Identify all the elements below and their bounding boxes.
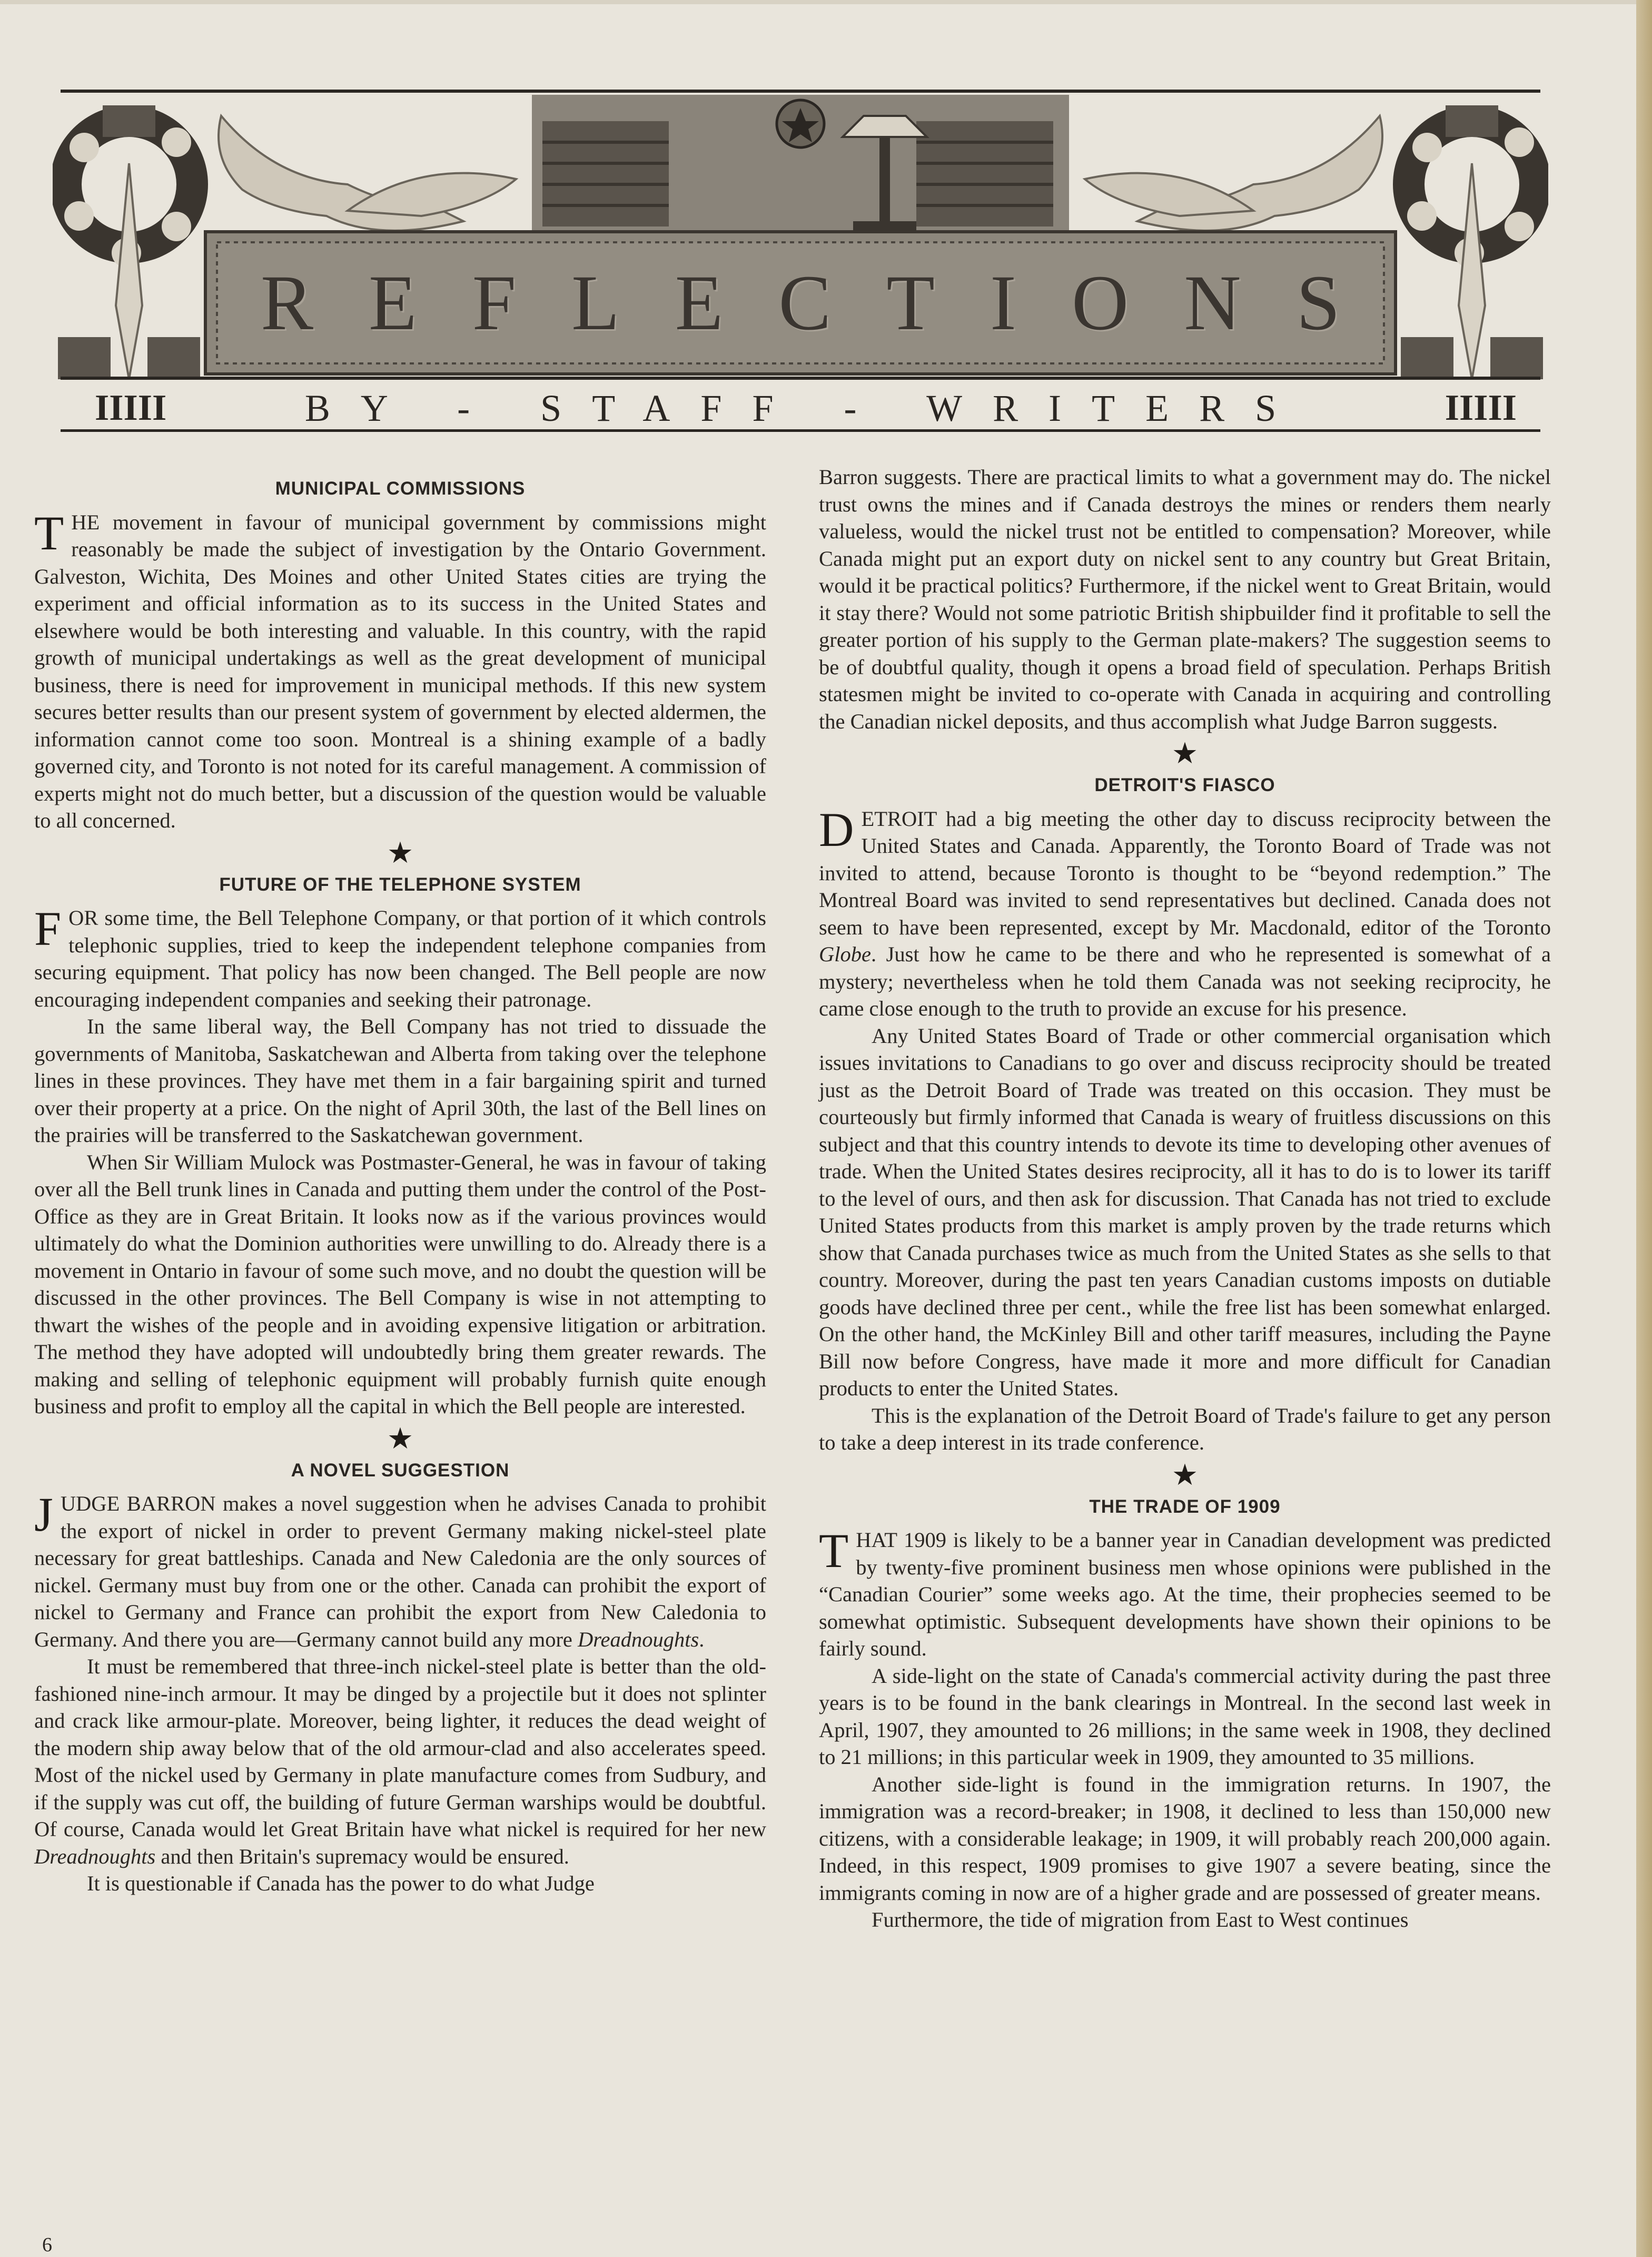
detroit-paragraph-3: This is the explanation of the Detroit Board of Trade's failure to get any person to take a deep interest in its trade conference.	[819, 1403, 1551, 1454]
page-number: 6	[42, 2234, 52, 2256]
telephone-paragraph-1: FOR some time, the Bell Telephone Company, or that portion of it which controls telephonic supplies, tried to keep the independent telephone companies from securing equipment. That policy has now been changed. The Bell people are now encouraging independent companies and seeking their patronage.	[34, 902, 766, 1011]
byline-row	[95, 379, 1517, 437]
star-separator: ★	[1171, 1458, 1199, 1492]
dropcap: T	[819, 1524, 849, 1578]
heading-detroit: DETROIT'S FIASCO	[1094, 775, 1275, 795]
heading-trade: THE TRADE OF 1909	[1089, 1496, 1281, 1517]
byline-ticks-right: IIIII	[1445, 388, 1517, 428]
telephone-paragraph-3: When Sir William Mulock was Postmaster-General, he was in favour of taking over all the Bell trunk lines in Canada and putting them under the control of the Post-Office as they are in Great Britain. It looks now as if the various provinces would ultimately do what the Dominion authorities were unwilling to do. Already there is a movement in Ontario in favour of some such move, and no doubt the question will be discussed in the other provinces. The Bell Company is wise in not attempting to thwart the wishes of the people and in avoiding expensive litigation or arbitration. The method they have adopted will undoubtedly bring them greater rewards. The making and selling of telephonic equipment will probably furnish quite enough business and profit to employ all the capital in which the Bell people are interested.	[34, 1150, 766, 1418]
heading-novel: A NOVEL SUGGESTION	[291, 1460, 510, 1481]
heading-telephone: FUTURE OF THE TELEPHONE SYSTEM	[219, 874, 581, 895]
top-rule	[0, 0, 1652, 4]
trade-paragraph-1: THAT 1909 is likely to be a banner year in Canadian development was predicted by twenty-five prominent business men whose opinions were published in the “Canadian Courier” some weeks ago. At the time, their prophecies seemed to be somewhat optimistic. Subsequent developments have shown their opinions to be fairly sound.	[819, 1524, 1551, 1660]
star-separator: ★	[387, 1422, 414, 1455]
dropcap: F	[34, 902, 62, 955]
trade-paragraph-2: A side-light on the state of Canada's commercial activity during the past three years is to be found in the bank clearings in Montreal. In the second last week in April, 1907, they amounted to 26 millions; in the same week in 1908, they declined to 21 millions; in this particular week in 1909, they amounted to 35 millions.	[819, 1663, 1551, 1769]
banner-title: REFLECTIONS	[260, 259, 1396, 347]
star-separator: ★	[1171, 737, 1199, 770]
heading-municipal: MUNICIPAL COMMISSIONS	[275, 478, 526, 499]
page-edge	[1636, 0, 1652, 2257]
left-column	[34, 464, 766, 1897]
dropcap: T	[34, 506, 64, 560]
star-separator: ★	[387, 836, 414, 870]
trade-paragraph-3: Another side-light is found in the immigration returns. In 1907, the immigration was a record-breaker; in 1908, it declined to less than 150,000 new citizens, with a considerable leakage; in 1909, it will probably reach 200,000 again. Indeed, in this respect, 1909 promises to give 1907 a severe beating, since the immigrants coming in now are of a higher grade and are possessed of greater means.	[819, 1772, 1551, 1905]
telephone-paragraph-2: In the same liberal way, the Bell Company has not tried to dissuade the governments of Manitoba, Saskatchewan and Alberta from taking over the telephone lines in these provinces. They have met them in a fair bargaining spirit and turned over their property at a price. On the night of April 30th, the last of the Bell lines on the prairies will be transferred to the Saskatchewan government.	[34, 1014, 766, 1147]
dropcap: J	[34, 1487, 53, 1541]
novel-paragraph-1: JUDGE BARRON makes a novel suggestion when he advises Canada to prohibit the export of nickel in order to prevent Germany making nickel-steel plate necessary for great battleships. Canada and New Caledonia are the only sources of nickel. Germany must buy from one or the other. Canada can prohibit the export of nickel to Germany and France can prohibit the export from New Caledonia to Germany. And there you are—Germany cannot build any more Dreadnoughts.	[34, 1487, 766, 1651]
detroit-paragraph-2: Any United States Board of Trade or other commercial organisation which issues invitations to Canadians to go over and discuss reciprocity should be treated just as the Detroit Board of Trade was treated on this occasion. They must be courteously but firmly informed that Canada is weary of fruitless discussions on this subject and that this country intends to devote its time to developing other avenues of trade. When the United States desires reciprocity, all it has to do is to lower its tariff to the level of ours, and then ask for discussion. That Canada has not tried to exclude United States products from this market is amply proven by the trade returns which show that Canada purchases twice as much from the United States as she sells to that country. Moreover, during the past ten years Canadian customs imposts on dutiable goods have declined three per cent., while the free list has been somewhat enlarged. On the other hand, the McKinley Bill and other tariff measures, including the Payne Bill now before Congress, have made it more and more difficult for Canadian products to enter the United States.	[819, 1023, 1551, 1400]
dropcap: D	[819, 802, 854, 856]
municipal-paragraph-1: THE movement in favour of municipal government by commissions might reasonably be made the subject of investigation by the Ontario Government. Galveston, Wichita, Des Moines and other United States cities are trying the experiment and official information as to its success in the United States and elsewhere would be both interesting and valuable. In this country, with the rapid growth of municipal undertakings as well as the great development of municipal business, there is need for improvement in municipal methods. If this new system secures better results than our present system of government by elected aldermen, the information cannot come too soon. Montreal is a shining example of a badly governed city, and Toronto is not noted for its careful management. A commission of experts might not do much better, but a discussion of the question would be valuable to all concerned.	[34, 506, 766, 832]
novel-paragraph-3: It is questionable if Canada has the power to do what Judge	[87, 1871, 595, 1895]
detroit-paragraph-1: DETROIT had a big meeting the other day to discuss reciprocity between the United States and Canada. Apparently, the Toronto Board of Trade was not invited to attend, because Toronto is thought to be “beyond redemption.” The Montreal Board was invited to send representatives but declined. Canada does not seem to have been represented, except by Mr. Macdonald, editor of the Toronto Globe. Just how he came to be there and who he represented is somewhat of a mystery; nevertheless when he told them Canada was not seeking reciprocity, he came close enough to the truth to provide an excuse for his presence.	[819, 802, 1551, 1020]
novel-paragraph-3-continued: Barron suggests. There are practical limits to what a government may do. The nickel trust owns the mines and if Canada destroys the mines or renders them nearly valueless, would the nickel trust not be entitled to compensation? Moreover, while Canada might put an export duty on nickel sent to any country but Great Britain, would it be practical politics? Furthermore, if the nickel went to Great Britain, would it stay there? Would not some patriotic British shipbuilder find it profitable to sell the greater portion of his supply to the German plate-makers? The suggestion seems to be of doubtful quality, though it opens a broad field of speculation. Perhaps British statesmen might be invited to co-operate with Canada in acquiring and controlling the Canadian nickel deposits, and thus accomplish what Judge Barron suggests.	[819, 465, 1551, 733]
novel-paragraph-2: It must be remembered that three-inch nickel-steel plate is better than the old-fashioned nine-inch armour. It may be dinged by a projectile but it does not splinter and crack like armour-plate. Moreover, being lighter, it reduces the dead weight of the modern ship away below that of the old armour-clad and also accelerates speed. Most of the nickel used by Germany in plate manufacture comes from Sudbury, and if the supply was cut off, the building of future German warships would be doubtful. Of course, Canada would let Great Britain have what nickel is required for her new Dreadnoughts and then Britain's supremacy would be ensured.	[34, 1654, 766, 1868]
right-column	[819, 464, 1551, 1934]
title-plate	[211, 234, 1396, 371]
trade-paragraph-4: Furthermore, the tide of migration from East to West continues	[872, 1908, 1409, 1931]
byline-ticks-left: IIIII	[95, 388, 167, 428]
reflections-banner	[53, 84, 1548, 432]
byline-text: BY - STAFF - WRITERS	[304, 387, 1307, 429]
